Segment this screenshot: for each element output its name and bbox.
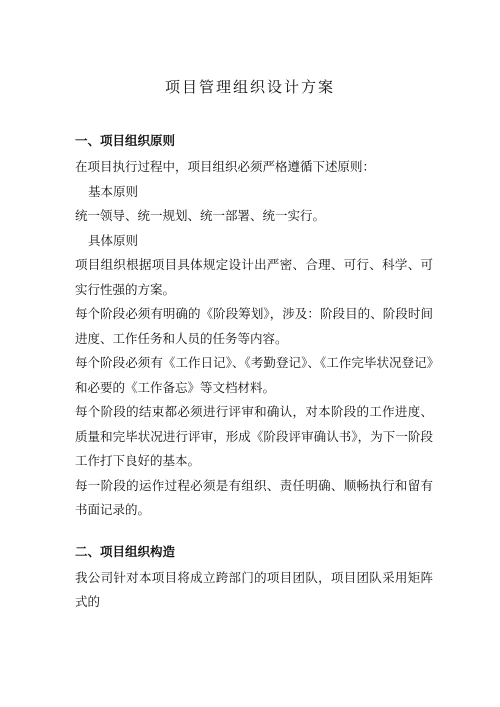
basic-principles-text: 统一领导、统一规划、统一部署、统一实行。 bbox=[75, 208, 326, 223]
specific-principle-paragraph-2: 每个阶段必须有明确的《阶段筹划》，涉及：阶段目的、阶段时间进度、工作任务和人员的任务等内容。 bbox=[75, 306, 433, 346]
document-title: 项目管理组织设计方案 bbox=[164, 78, 335, 96]
specific-principle-paragraph-3: 每个阶段必须有《工作日记》、《考勤登记》、《工作完毕状况登记》和必要的《工作备忘》等文档材料。 bbox=[75, 355, 433, 395]
section-heading-organization-structure: 二、项目组织构造 bbox=[75, 543, 176, 559]
section1-intro: 在项目执行过程中，项目组织必须严格遵循下述原则： bbox=[75, 159, 376, 174]
document-body bbox=[75, 130, 433, 615]
section-heading-organization-principles: 一、项目组织原则 bbox=[75, 133, 176, 148]
specific-principle-paragraph-1: 项目组织根据项目具体规定设计出严密、合理、可行、科学、可实行性强的方案。 bbox=[75, 257, 433, 297]
specific-principle-paragraph-4: 每个阶段的结束都必须进行评审和确认，对本阶段的工作进度、质量和完毕状况进行评审，形成《阶段评审确认书》，为下一阶段工作打下良好的基本。 bbox=[75, 404, 433, 468]
basic-principles-label: 基本原则 bbox=[88, 183, 139, 199]
specific-principles-label: 具体原则 bbox=[88, 232, 139, 248]
specific-principle-paragraph-5: 每一阶段的运作过程必须是有组织、责任明确、顺畅执行和留有书面记录的。 bbox=[75, 477, 433, 517]
section2-paragraph-1: 我公司针对本项目将成立跨部门的项目团队，项目团队采用矩阵式的 bbox=[75, 569, 433, 609]
